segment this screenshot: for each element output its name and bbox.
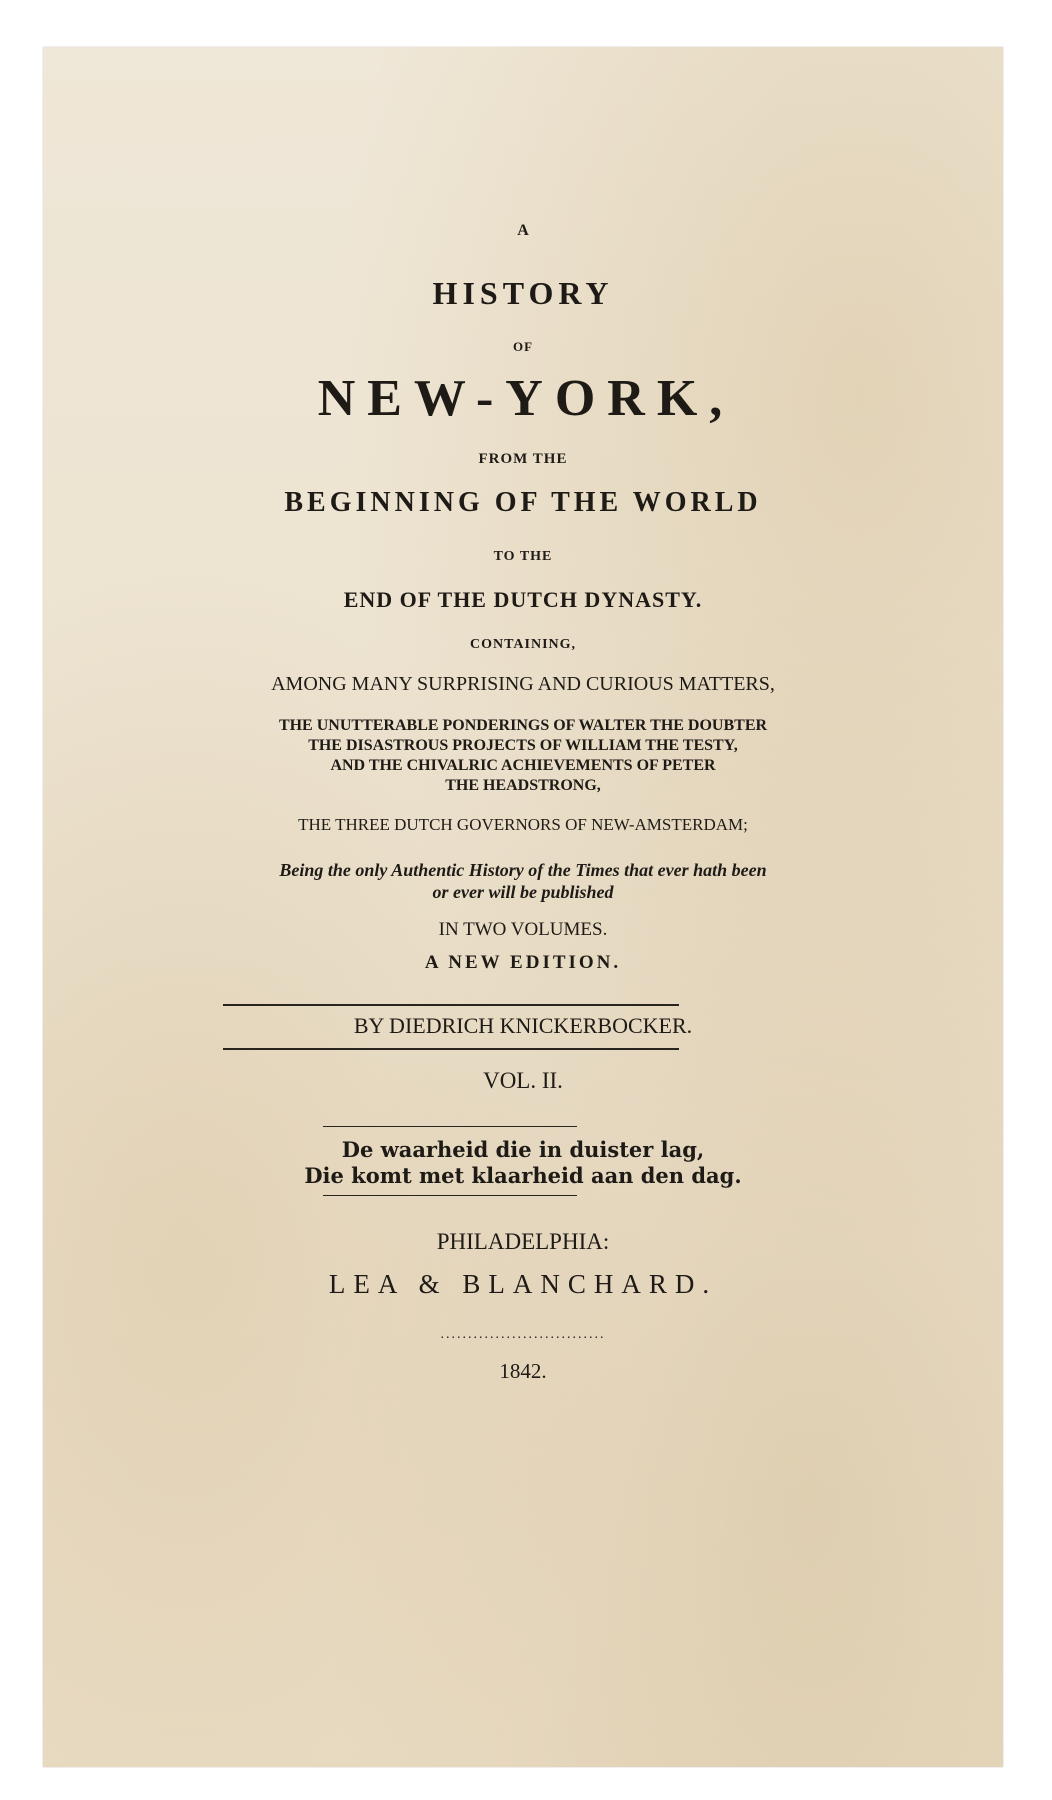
article-a: A bbox=[517, 222, 529, 239]
title-page bbox=[43, 47, 1003, 1767]
motto-line-2: Die komt met klaarheid aan den dag. bbox=[304, 1163, 742, 1188]
being-line-1: Being the only Authentic History of the Times that ever hath been bbox=[279, 860, 767, 880]
heading-history: HISTORY bbox=[432, 275, 614, 311]
from-the: FROM THE bbox=[478, 451, 568, 467]
motto-rule-bottom bbox=[323, 1195, 577, 1196]
containing: CONTAINING, bbox=[469, 637, 577, 652]
city: PHILADELPHIA: bbox=[436, 1229, 610, 1254]
motto-rule-top bbox=[323, 1126, 577, 1127]
word-of: OF bbox=[512, 339, 534, 354]
volume-number: VOL. II. bbox=[483, 1068, 563, 1093]
author: BY DIEDRICH KNICKERBOCKER. bbox=[353, 1013, 693, 1038]
governors: THE THREE DUTCH GOVERNORS OF NEW-AMSTERDAM; bbox=[298, 815, 748, 834]
heading-new-york: NEW-YORK, bbox=[317, 370, 735, 427]
year: 1842. bbox=[499, 1359, 547, 1383]
motto-line-1: De waarheid die in duister lag, bbox=[341, 1137, 705, 1162]
two-volumes: IN TWO VOLUMES. bbox=[438, 919, 608, 940]
being-line-2: or ever will be published bbox=[432, 882, 614, 902]
publisher: LEA & BLANCHARD. bbox=[328, 1269, 718, 1299]
new-edition: A NEW EDITION. bbox=[424, 952, 622, 973]
among-matters: AMONG MANY SURPRISING AND CURIOUS MATTERS, bbox=[271, 673, 775, 695]
heading-end: END OF THE DUTCH DYNASTY. bbox=[343, 587, 703, 612]
matters-line-2: THE DISASTROUS PROJECTS OF WILLIAM THE TESTY, bbox=[308, 737, 738, 754]
author-rule-top bbox=[223, 1004, 679, 1006]
matters-line-1: THE UNUTTERABLE PONDERINGS OF WALTER THE DOUBTER bbox=[278, 717, 768, 734]
to-the: TO THE bbox=[493, 549, 553, 564]
author-rule-bottom bbox=[223, 1048, 679, 1050]
heading-beginning: BEGINNING OF THE WORLD bbox=[284, 487, 762, 518]
dotted-rule: .............................. bbox=[440, 1327, 606, 1342]
matters-line-3: AND THE CHIVALRIC ACHIEVEMENTS OF PETER bbox=[330, 757, 716, 774]
matters-line-4: THE HEADSTRONG, bbox=[445, 777, 601, 794]
